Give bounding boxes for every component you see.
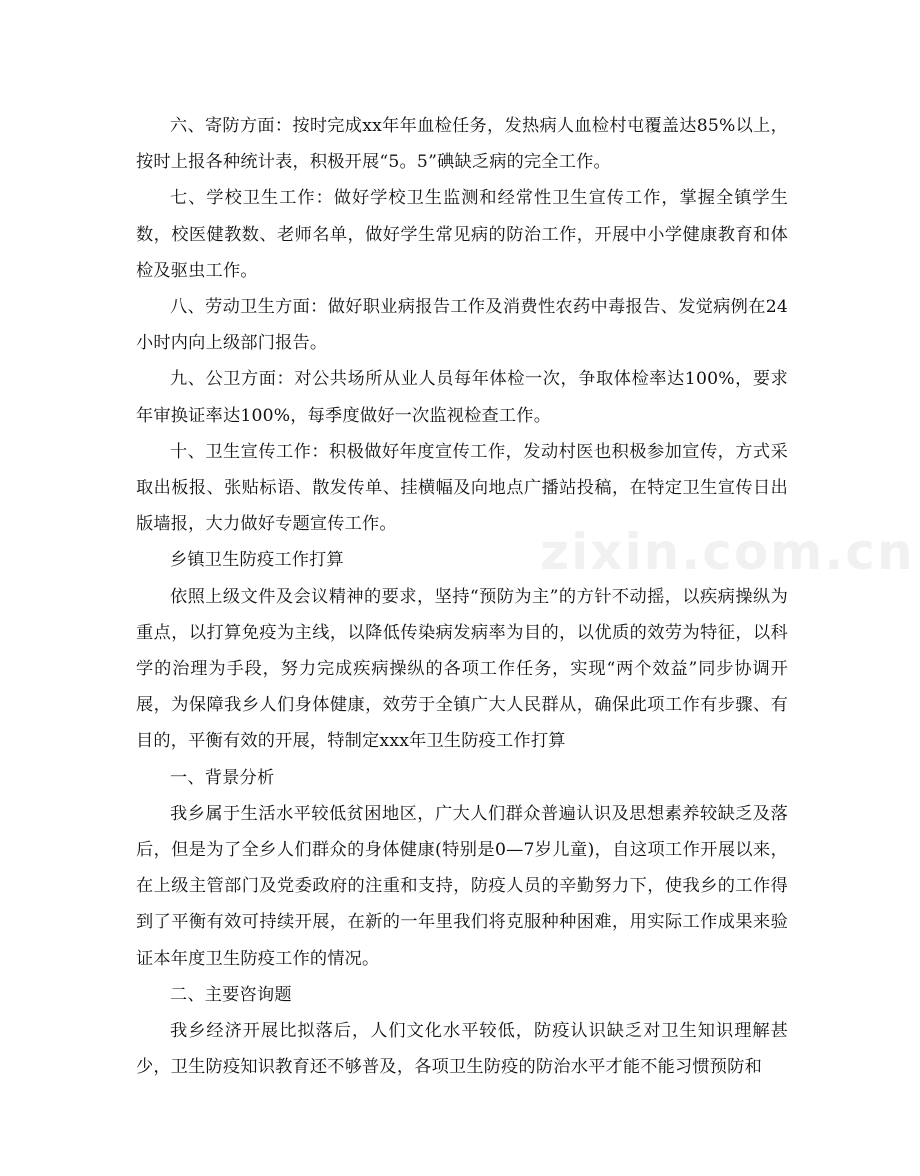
paragraph-section-7: 七、学校卫生工作：做好学校卫生监测和经常性卫生宣传工作，掌握全镇学生数，校医健教数、老师名单，做好学生常见病的防治工作，开展中小学健康教育和体检及驱虫工作。 bbox=[136, 188, 788, 281]
paragraph-section-8: 八、劳动卫生方面：做好职业病报告工作及消费性农药中毒报告、发觉病例在24小时内向上级部门报告。 bbox=[136, 297, 788, 354]
heading-plan-title: 乡镇卫生防疫工作打算 bbox=[170, 550, 344, 571]
paragraph-background: 我乡属于生活水平较低贫困地区，广大人们群众普遍认识及思想素养较缺乏及落后，但是为了全乡人们群众的身体健康(特别是0—7岁儿童)，自这项工作开展以来，在上级主管部门及党委政府的注重和支持，防疫人员的辛勤努力下，使我乡的工作得到了平衡有效可持续开展，在新的一年里我们将克服种种困难，用实际工作成果来验证本年度卫生防疫工作的情况。 bbox=[136, 803, 788, 969]
heading-main-issues: 二、主要咨询题 bbox=[170, 984, 292, 1005]
watermark: zixin.com.cn bbox=[540, 523, 915, 581]
paragraph-plan-intro: 依照上级文件及会议精神的要求，坚持“预防为主”的方针不动摇，以疾病操纵为重点，以打算免疫为主线，以降低传染病发病率为目的，以优质的效劳为特征，以科学的治理为手段，努力完成疾病操纵的各项工作任务，实现“两个效益”同步协调开展，为保障我乡人们身体健康，效劳于全镇广大人民群从，确保此项工作有步骤、有目的，平衡有效的开展，特制定xxx年卫生防疫工作打算 bbox=[136, 586, 788, 752]
heading-background: 一、背景分析 bbox=[170, 767, 275, 788]
paragraph-section-6: 六、寄防方面：按时完成xx年年血检任务，发热病人血检村屯覆盖达85%以上，按时上报各种统计表，积极开展“5。5”碘缺乏病的完全工作。 bbox=[136, 116, 788, 173]
paragraph-main-issues: 我乡经济开展比拟落后，人们文化水平较低，防疫认识缺乏对卫生知识理解甚少，卫生防疫知识教育还不够普及，各项卫生防疫的防治水平才能不能习惯预防和 bbox=[136, 1021, 788, 1078]
paragraph-section-10: 十、卫生宣传工作：积极做好年度宣传工作，发动村医也积极参加宣传，方式采取出板报、张贴标语、散发传单、挂横幅及向地点广播站投稿，在特定卫生宣传日出版墙报，大力做好专题宣传工作。 bbox=[136, 441, 788, 535]
document-body bbox=[136, 108, 788, 1085]
paragraph-section-9: 九、公卫方面：对公共场所从业人员每年体检一次，争取体检率达100%，要求年审换证率达100%，每季度做好一次监视检查工作。 bbox=[136, 369, 788, 426]
